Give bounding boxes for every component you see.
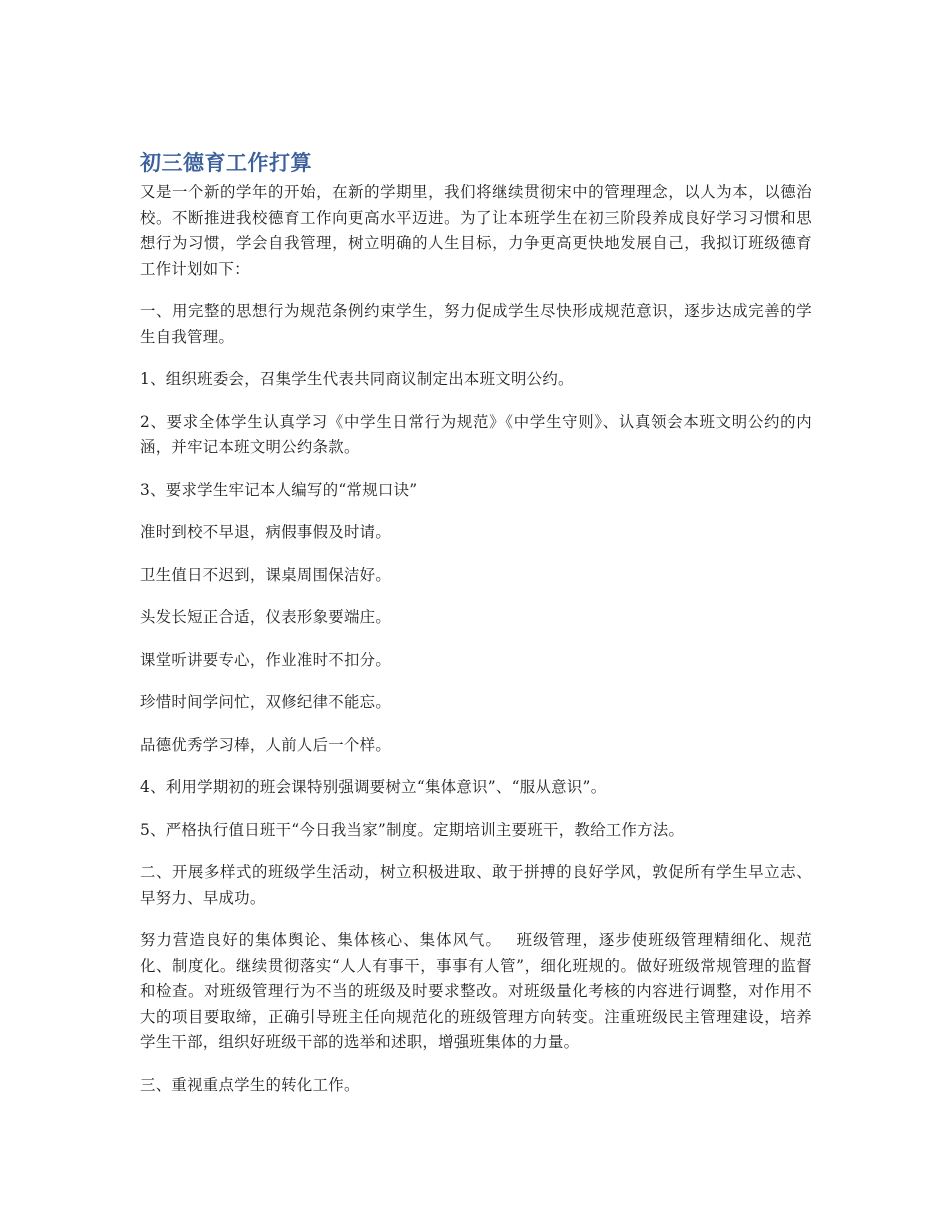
- section-one-heading: 一、用完整的思想行为规范条例约束学生，努力促成学生尽快形成规范意识，逐步达成完善的学生自我管理。: [140, 302, 812, 346]
- item-3-paragraph: 3、要求学生牢记本人编写的“常规口诀”: [140, 480, 418, 499]
- rule-line-1: 准时到校不早退，病假事假及时请。: [140, 523, 392, 541]
- document-title: 初三德育工作打算: [140, 151, 312, 175]
- rule-line-5: 珍惜时间学问忙，双修纪律不能忘。: [140, 693, 392, 711]
- document-page: [140, 148, 812, 1115]
- section-two-heading: 二、开展多样式的班级学生活动，树立积极进取、敢于拼搏的良好学风，敦促所有学生早立志、早努力、早成功。: [140, 863, 812, 907]
- rule-line-6: 品德优秀学习棒，人前人后一个样。: [140, 735, 392, 754]
- item-1-paragraph: 1、组织班委会，召集学生代表共同商议制定出本班文明公约。: [140, 370, 574, 388]
- section-three-heading: 三、重视重点学生的转化工作。: [140, 1075, 360, 1094]
- item-2-paragraph: 2、要求全体学生认真学习《中学生日常行为规范》《中学生守则》、认真领会本班文明公约的内涵，并牢记本班文明公约条款。: [140, 412, 812, 456]
- rule-line-2: 卫生值日不迟到，课桌周围保洁好。: [140, 565, 392, 584]
- rule-line-4: 课堂听讲要专心，作业准时不扣分。: [140, 650, 392, 669]
- item-5-paragraph: 5、严格执行值日班干“今日我当家”制度。定期培训主要班干，教给工作方法。: [140, 820, 685, 839]
- section-two-body: 努力营造良好的集体舆论、集体核心、集体风气。 班级管理，逐步使班级管理精细化、规范化、制度化。继续贯彻落实“人人有事干，事事有人管”，细化班规的。做好班级常规管理的监督和检查。对班级管理行为不当的班级及时要求整改。对班级量化考核的内容进行调整，对作用不大的项目要取缔，正确引导班主任向规范化的班级管理方向转变。注重班级民主管理建设，培养学生干部，组织好班级干部的选举和述职，增强班集体的力量。: [140, 931, 812, 1051]
- intro-paragraph: 又是一个新的学年的开始，在新的学期里，我们将继续贯彻宋中的管理理念，以人为本，以德治校。不断推进我校德育工作向更高水平迈进。为了让本班学生在初三阶段养成良好学习习惯和思想行为习惯，学会自我管理，树立明确的人生目标，力争更高更快地发展自己，我拟订班级德育工作计划如下：: [140, 183, 812, 278]
- rule-line-3: 头发长短正合适，仪表形象要端庄。: [140, 608, 392, 626]
- item-4-paragraph: 4、利用学期初的班会课特别强调要树立“集体意识”、“服从意识”。: [140, 778, 607, 796]
